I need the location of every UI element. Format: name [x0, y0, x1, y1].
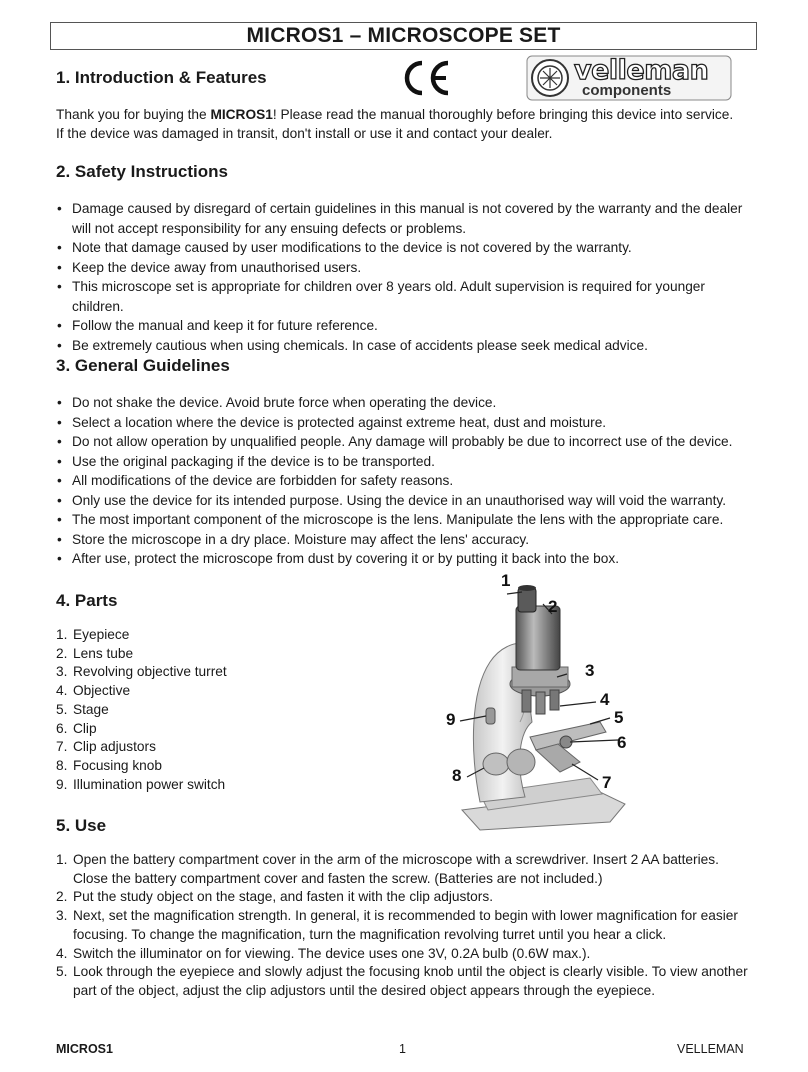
- footer-brand: VELLEMAN: [677, 1042, 744, 1056]
- callout-1: 1: [501, 572, 511, 590]
- list-item: 6. Clip: [56, 720, 97, 736]
- list-item: 5. Look through the eyepiece and slowly adjust the focusing knob until the object is clearly visible. To view another part of the object, adjust the clip adjustors until the desired object appears through the eyepiece.: [56, 964, 748, 998]
- velleman-logo: [526, 54, 732, 102]
- list-item: • All modifications of the device are forbidden for safety reasons.: [56, 471, 756, 491]
- section-heading-intro: 1. Introduction & Features: [56, 68, 267, 87]
- list-item: • Follow the manual and keep it for future reference.: [56, 316, 756, 336]
- use-steps-list: [56, 851, 756, 1001]
- list-item: 2. Lens tube: [56, 645, 134, 661]
- list-item: • Use the original packaging if the device is to be transported.: [56, 452, 756, 472]
- list-item: • After use, protect the microscope from dust by covering it or by putting it back into the box.: [56, 549, 756, 569]
- list-item: • Be extremely cautious when using chemicals. In case of accidents please seek medical advice.: [56, 336, 756, 356]
- list-item: 1. Eyepiece: [56, 627, 130, 642]
- list-item: • Store the microscope in a dry place. Moisture may affect the lens' accuracy.: [56, 530, 756, 550]
- list-item: 7. Clip adjustors: [56, 739, 156, 755]
- footer-model: MICROS1: [56, 1042, 113, 1056]
- parts-list: [56, 626, 227, 794]
- footer-page-number: 1: [399, 1042, 406, 1056]
- ce-mark-icon: [400, 58, 454, 98]
- list-item: • The most important component of the microscope is the lens. Manipulate the lens with the appropriate care.: [56, 510, 756, 530]
- microscope-illustration: [440, 572, 640, 837]
- list-item: • Do not shake the device. Avoid brute force when operating the device.: [56, 393, 756, 413]
- callout-5: 5: [614, 708, 624, 727]
- section-heading-safety: 2. Safety Instructions: [56, 162, 228, 181]
- logo-sub-text: components: [582, 82, 672, 99]
- section-heading-parts: 4. Parts: [56, 591, 118, 610]
- list-item: 2. Put the study object on the stage, and fasten it with the clip adjustors.: [56, 889, 494, 905]
- callout-4: 4: [600, 690, 610, 709]
- logo-brand-text: velleman: [574, 55, 709, 86]
- callout-3: 3: [585, 661, 595, 680]
- list-item: • Keep the device away from unauthorised users.: [56, 258, 756, 278]
- list-item: • Only use the device for its intended purpose. Using the device in an unauthorised way will void the warranty.: [56, 491, 756, 511]
- list-item: 4. Objective: [56, 683, 131, 699]
- list-item: • This microscope set is appropriate for children over 8 years old. Adult supervision is required for younger children.: [56, 277, 756, 316]
- section-heading-use: 5. Use: [56, 816, 107, 835]
- callout-8: 8: [452, 766, 462, 785]
- safety-list: [56, 199, 756, 355]
- list-item: 8. Focusing knob: [56, 757, 163, 773]
- list-item: • Do not allow operation by unqualified people. Any damage will probably be due to incorrect use of the device.: [56, 432, 756, 452]
- callout-6: 6: [617, 733, 627, 752]
- list-item: 9. Illumination power switch: [56, 776, 226, 792]
- list-item: • Damage caused by disregard of certain guidelines in this manual is not covered by the warranty and the dealer will not accept responsibility for any ensuing defects or problems.: [56, 199, 756, 238]
- callout-9: 9: [446, 710, 456, 729]
- callout-7: 7: [602, 773, 612, 792]
- intro-line-1: Thank you for buying the MICROS1! Please read the manual thoroughly before bringing this device into service.: [56, 107, 734, 122]
- list-item: 3. Revolving objective turret: [56, 664, 227, 680]
- list-item: • Note that damage caused by user modifications to the device is not covered by the warranty.: [56, 238, 756, 258]
- list-item: 4. Switch the illuminator on for viewing. The device uses one 3V, 0.2A bulb (0.6W max.).: [56, 945, 591, 961]
- guidelines-list: [56, 393, 756, 569]
- page-title: MICROS1 – MICROSCOPE SET: [50, 22, 757, 50]
- list-item: 5. Stage: [56, 701, 109, 717]
- callout-2: 2: [548, 597, 558, 616]
- list-item: • Select a location where the device is protected against extreme heat, dust and moisture.: [56, 413, 756, 433]
- list-item: 3. Next, set the magnification strength. In general, it is recommended to begin with lower magnification for easier focusing. To change the magnification, turn the magnification revolving turret until you hear a click.: [56, 908, 738, 942]
- list-item: 1. Open the battery compartment cover in the arm of the microscope with a screwdriver. Insert 2 AA batteries. Close the battery compartment cover and fasten the screw. (Batteries are not included.): [56, 852, 719, 886]
- intro-line-2: If the device was damaged in transit, don't install or use it and contact your dealer.: [56, 126, 553, 141]
- section-heading-guidelines: 3. General Guidelines: [56, 356, 230, 375]
